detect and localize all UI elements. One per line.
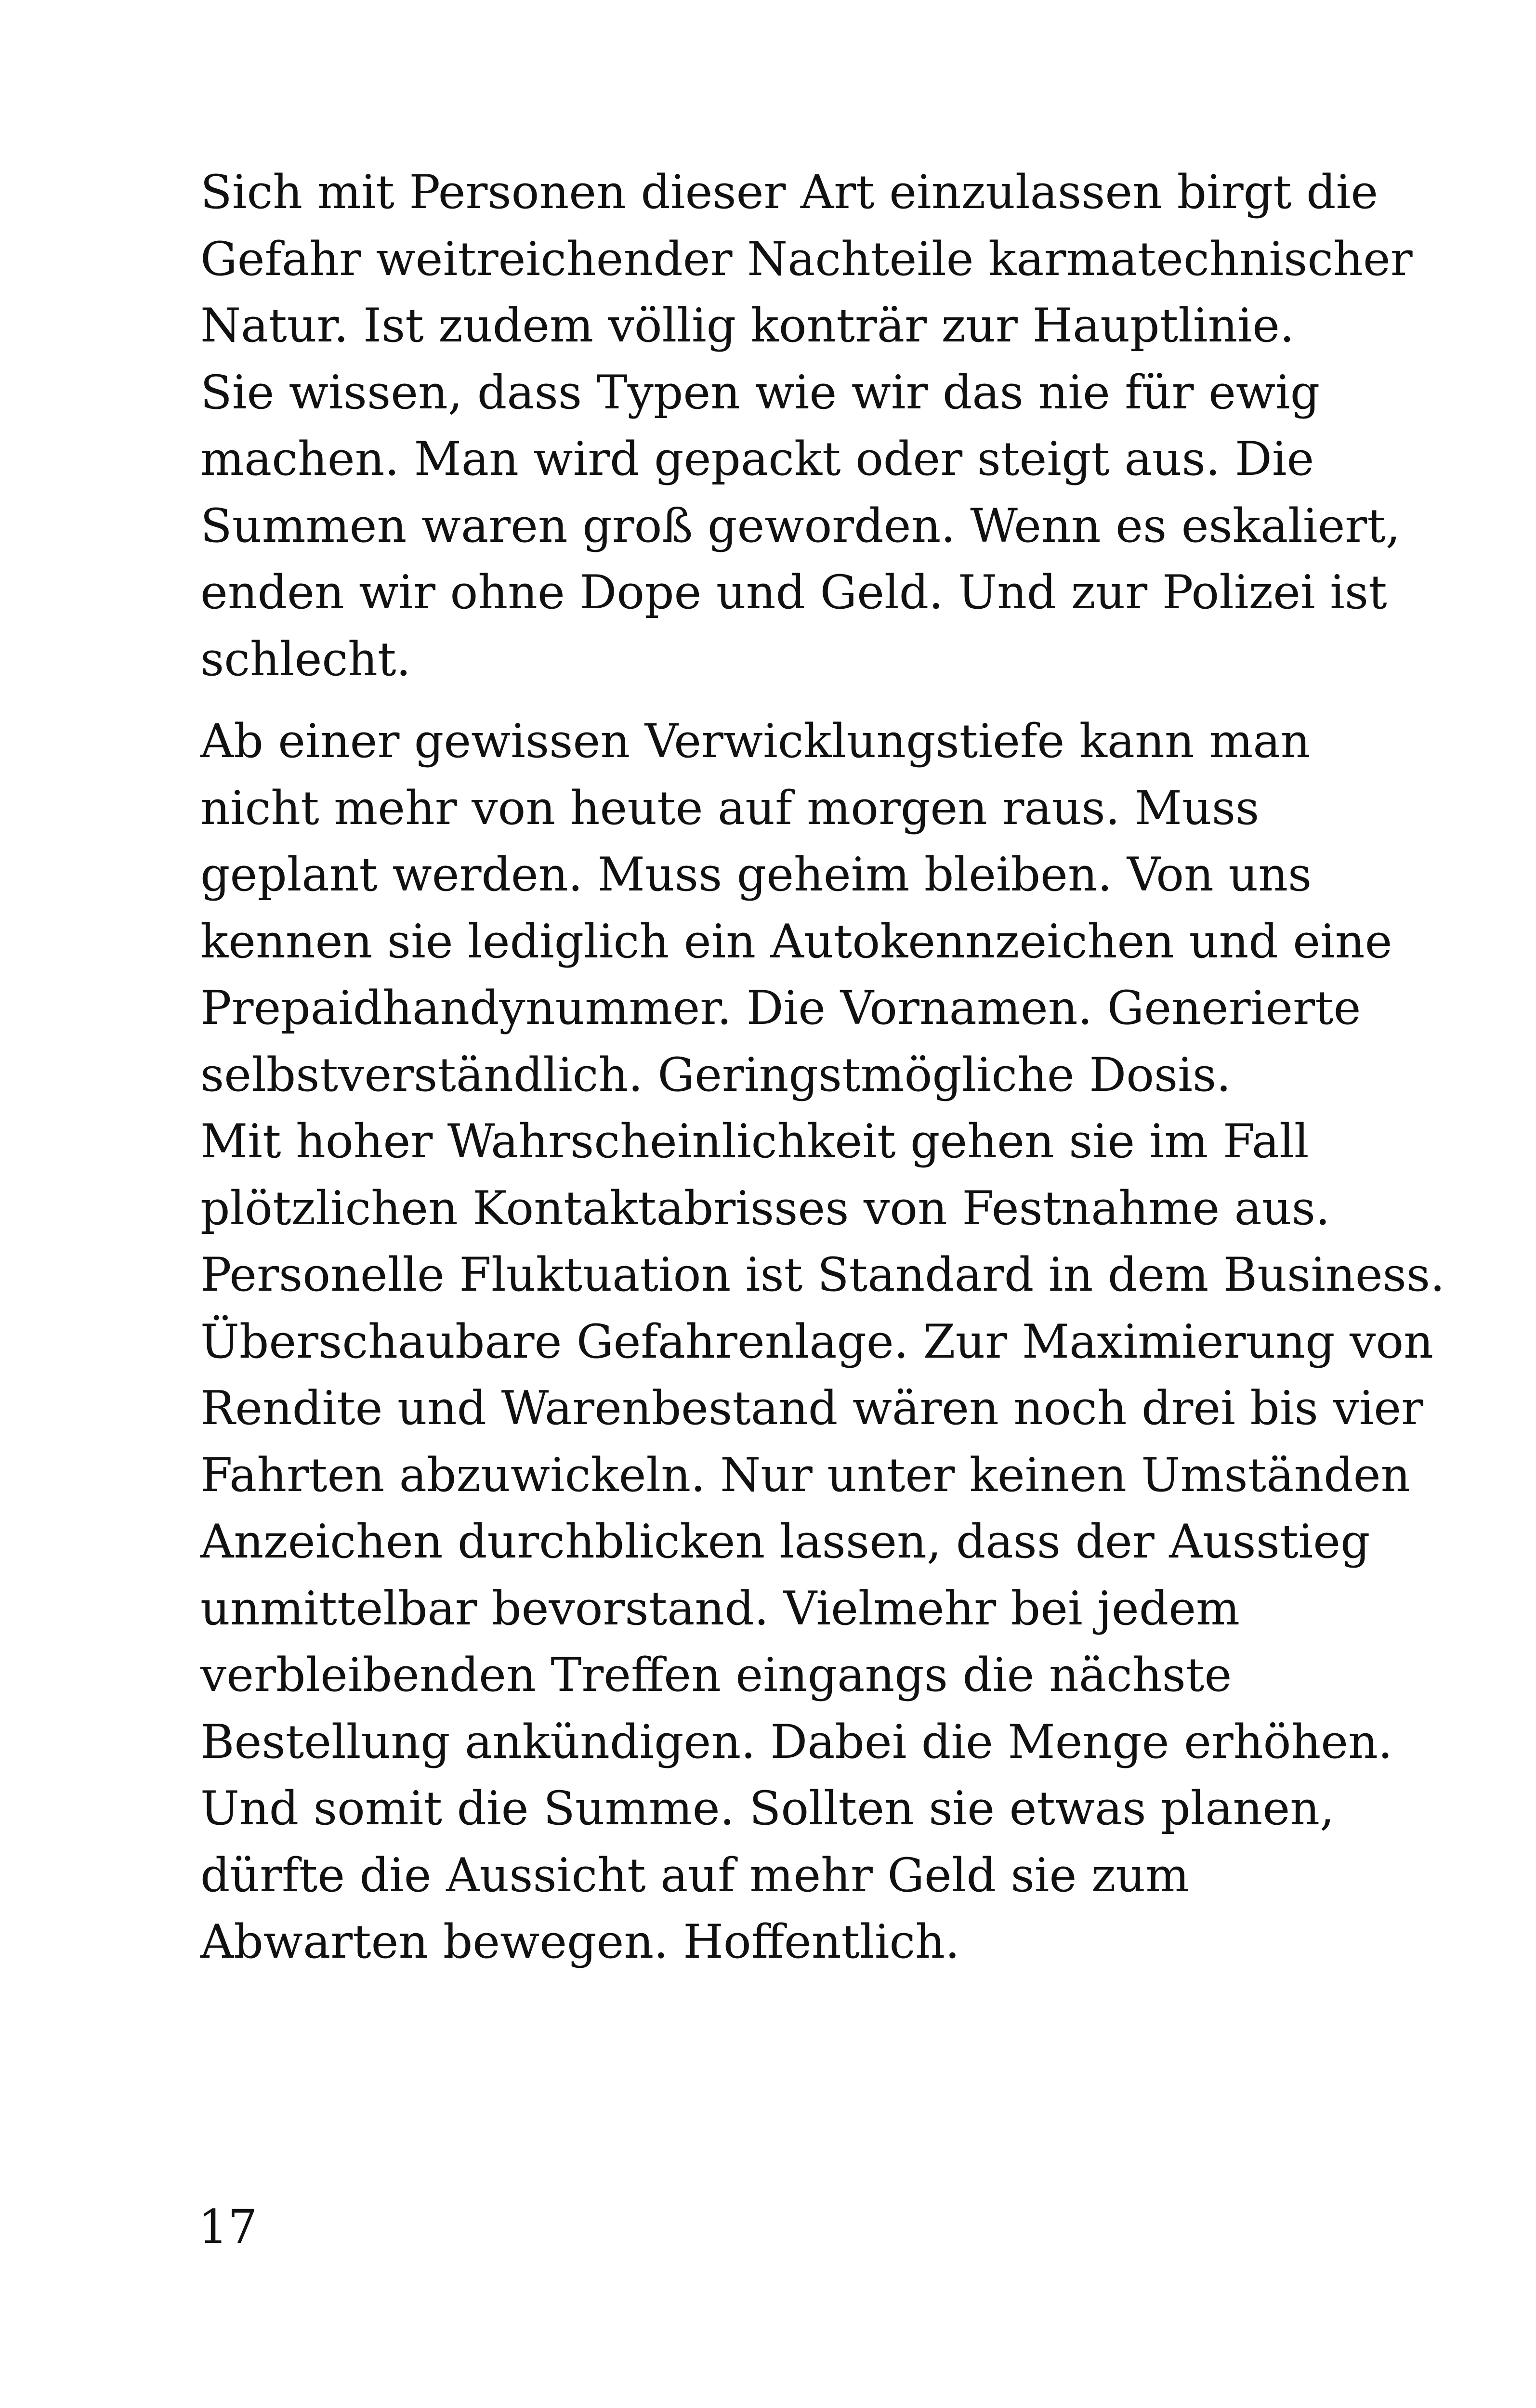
- text-line: Sie wissen, dass Typen wie wir das nie für ewig: [200, 365, 1320, 419]
- text-line: Überschaubare Gefahrenlage. Zur Maximierung von: [200, 1314, 1433, 1369]
- text-line: Sich mit Personen dieser Art einzulassen birgt die: [200, 165, 1378, 219]
- paragraph-1: [200, 159, 1413, 693]
- text-line: kennen sie lediglich ein Autokennzeichen und eine: [200, 914, 1392, 968]
- text-line: Personelle Fluktuation ist Standard in dem Business.: [200, 1248, 1445, 1302]
- text-line: plötzlichen Kontaktabrisses von Festnahme aus.: [200, 1181, 1330, 1235]
- text-line: Und somit die Summe. Sollten sie etwas planen,: [200, 1781, 1335, 1835]
- text-line: geplant werden. Muss geheim bleiben. Von uns: [200, 848, 1312, 902]
- text-line: machen. Man wird gepackt oder steigt aus. Die: [200, 432, 1314, 486]
- text-line: Rendite und Warenbestand wären noch drei bis vier: [200, 1381, 1423, 1435]
- text-line: Mit hoher Wahrscheinlichkeit gehen sie im Fall: [200, 1114, 1309, 1168]
- text-line: Summen waren groß geworden. Wenn es eskaliert,: [200, 498, 1401, 553]
- paragraph-2: [200, 708, 1445, 1976]
- text-line: Prepaidhandynummer. Die Vornamen. Generierte: [200, 981, 1361, 1035]
- text-line: enden wir ohne Dope und Geld. Und zur Polizei ist: [200, 565, 1387, 619]
- text-line: verbleibenden Treffen eingangs die nächste: [200, 1648, 1232, 1702]
- text-line: unmittelbar bevorstand. Vielmehr bei jedem: [200, 1581, 1240, 1636]
- body-text: [200, 159, 1445, 1976]
- page-number: 17: [198, 2200, 258, 2254]
- text-line: Gefahr weitreichender Nachteile karmatechnischer: [200, 232, 1413, 286]
- text-line: Bestellung ankündigen. Dabei die Menge erhöhen.: [200, 1714, 1393, 1769]
- text-line: dürfte die Aussicht auf mehr Geld sie zum: [200, 1848, 1190, 1902]
- text-line: Fahrten abzuwickeln. Nur unter keinen Umständen: [200, 1448, 1411, 1502]
- text-line: Anzeichen durchblicken lassen, dass der Ausstieg: [200, 1515, 1370, 1569]
- text-line: Ab einer gewissen Verwicklungstiefe kann man: [200, 714, 1311, 768]
- text-line: schlecht.: [200, 632, 411, 686]
- text-line: nicht mehr von heute auf morgen raus. Muss: [200, 781, 1260, 835]
- text-line: selbstverständlich. Geringstmögliche Dosis.: [200, 1047, 1231, 1102]
- text-line: Abwarten bewegen. Hoffentlich.: [200, 1915, 960, 1969]
- text-line: Natur. Ist zudem völlig konträr zur Hauptlinie.: [200, 299, 1295, 353]
